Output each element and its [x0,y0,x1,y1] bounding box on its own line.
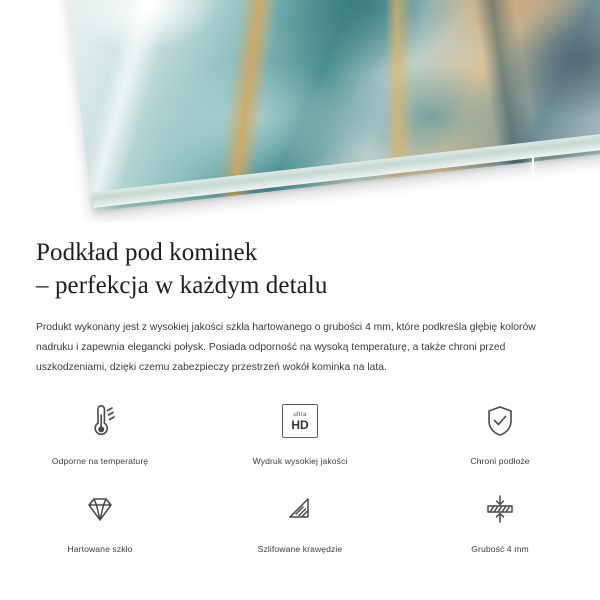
page-title-line-2: – perfekcja w każdym detalu [36,272,328,299]
feature-item-print-quality [200,392,400,480]
feature-item-tempered-glass [0,480,200,568]
polished-edge-icon [277,486,323,532]
ultra-hd-badge-bottom: HD [291,417,309,432]
feature-label: Chroni podłoże [470,456,530,466]
shield-check-icon [477,398,523,444]
thermometer-icon [77,398,123,444]
hero-image [0,0,600,222]
description-paragraph: Produkt wykonany jest z wysokiej jakości szkła hartowanego o grubości 4 mm, które podkreśla głębię kolorów nadruku i zapewnia elegancki połysk. Posiada odporność na wysoką temperaturę, a także chroni przed uszkodzeniami, dzięki czemu zabezpieczy przestrzeń wokół kominka na lata. [36,322,536,374]
page-title-line-1: Podkład pod kominek [36,239,258,266]
page-title [0,222,600,302]
thickness-icon [477,486,523,532]
feature-label: Grubość 4 mm [471,544,529,554]
feature-grid [0,392,600,568]
feature-label: Szlifowane krawędzie [257,544,343,554]
feature-label: Hartowane szkło [67,544,133,554]
feature-item-polished-edges [200,480,400,568]
feature-item-temperature [0,392,200,480]
ultra-hd-badge-top: ultra [293,411,307,418]
feature-label: Odporne na temperaturę [51,456,149,466]
text-block [0,222,600,378]
ultra-hd-icon [277,398,323,444]
feature-item-thickness [400,480,600,568]
feature-label: Wydruk wysokiej jakości [252,456,348,466]
feature-item-surface-protection [400,392,600,480]
sparkle-small-icon [534,180,576,222]
diamond-icon [77,486,123,532]
sparkle-icon [506,156,560,210]
